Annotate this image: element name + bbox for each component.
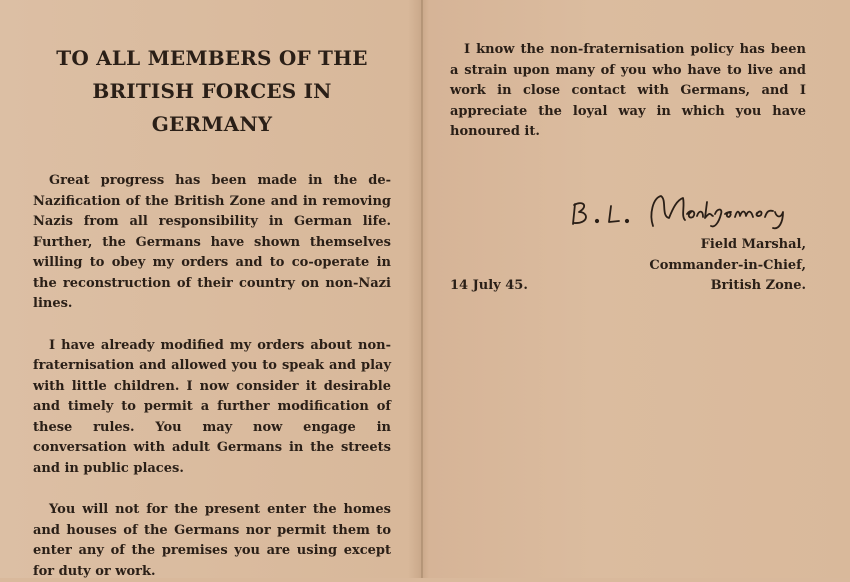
paragraph-denazification: Great progress has been made in the de-Nazification of the British Zone and in removing Nazis from all responsibility in German life. Further, the Germans have shown themselves willing to obey my orders and to co-operate in the reconstruction of their country on non-Nazi lines.	[33, 173, 391, 311]
signature-image	[565, 190, 805, 236]
page-fold	[421, 0, 423, 578]
paragraph-restrictions: You will not for the present enter the homes and houses of the Germans nor permit them to enter any of the premises you are using except for duty or work.	[33, 502, 391, 579]
paragraph-appreciation: I know the non-fraternisation policy has been a strain upon many of you who have to live and work in close contact with Germans, and I appreciate the loyal way in which you have honoured it.	[450, 42, 806, 139]
title-line-2: BRITISH FORCES IN GERMANY	[92, 79, 332, 136]
signatory-rank	[649, 235, 806, 297]
document-date: 14 July 45.	[450, 278, 528, 293]
right-page	[450, 40, 806, 293]
rank-line-1: Field Marshal,	[700, 237, 806, 252]
left-page	[33, 42, 391, 582]
signature	[565, 190, 805, 236]
paragraph-modified-orders: I have already modified my orders about non-fraternisation and allowed you to speak and play with little children. I now consider it desirable and timely to permit a further modification of these rules. You may now engage in conversation with adult Germans in the streets and in public places.	[33, 337, 391, 476]
title-line-1: TO ALL MEMBERS OF THE	[56, 46, 368, 70]
leaflet-title	[33, 42, 391, 141]
rank-line-2: Commander-in-Chief,	[649, 257, 806, 273]
signature-text	[805, 190, 806, 191]
rank-line-3: British Zone.	[710, 278, 806, 293]
